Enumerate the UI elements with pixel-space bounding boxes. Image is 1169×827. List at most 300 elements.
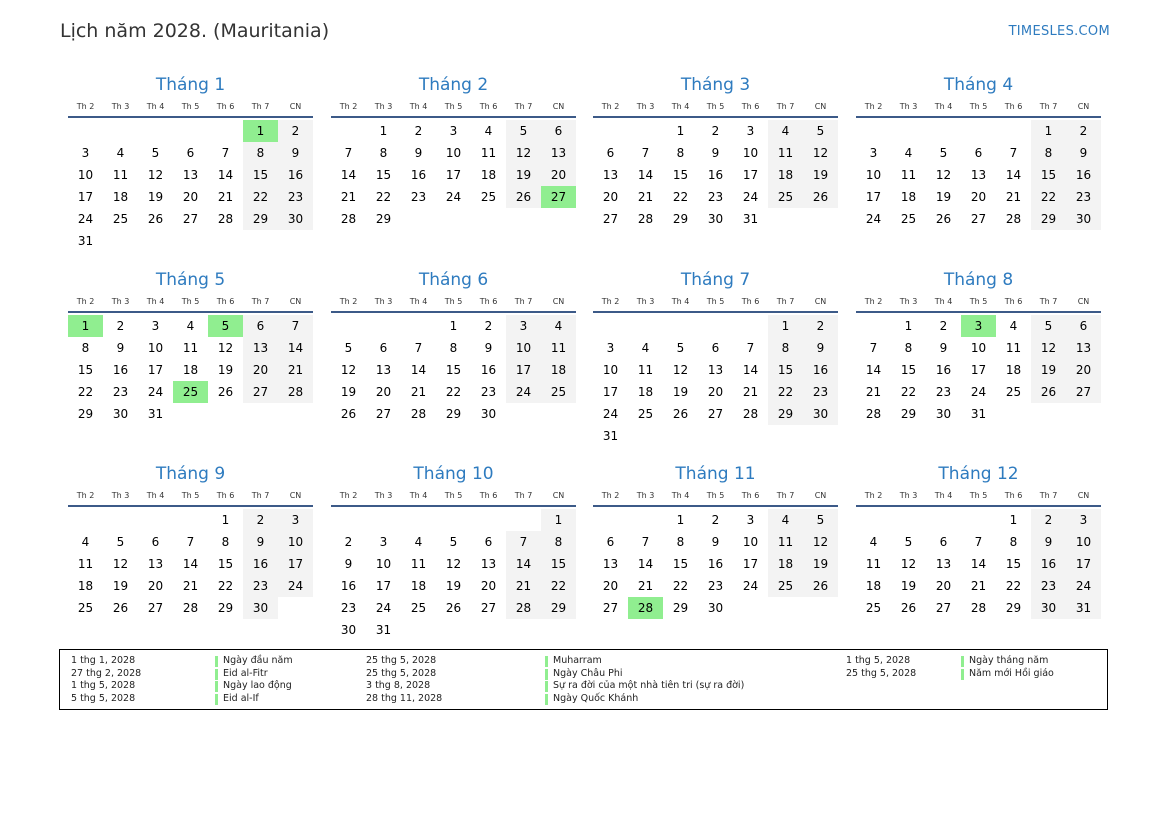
day-cell: 24 xyxy=(147,385,164,399)
day-cell: 7 xyxy=(641,146,650,160)
legend-marker xyxy=(545,656,548,667)
day-cell: 9 xyxy=(243,531,278,553)
day-cell: 28 xyxy=(865,407,882,421)
day-cell: 24 xyxy=(445,190,462,204)
day-cell: 12 xyxy=(900,557,917,571)
day-cell: 12 xyxy=(147,168,164,182)
day-cell: 3 xyxy=(151,319,160,333)
day-cell: 24 xyxy=(1066,575,1101,597)
weekday-label: Th 6 xyxy=(1004,102,1023,111)
day-cell: 20 xyxy=(182,190,199,204)
day-cell: 26 xyxy=(445,601,462,615)
day-cell: 19 xyxy=(217,363,234,377)
legend-date: 28 thg 11, 2028 xyxy=(366,693,443,705)
day-cell: 12 xyxy=(803,142,838,164)
day-cell: 7 xyxy=(641,535,650,549)
day-cell: 20 xyxy=(1066,359,1101,381)
day-cell: 4 xyxy=(768,509,803,531)
day-cell: 31 xyxy=(77,234,94,248)
day-cell: 14 xyxy=(506,553,541,575)
day-cell: 8 xyxy=(904,341,913,355)
day-cell: 23 xyxy=(480,385,497,399)
day-cell: 31 xyxy=(1066,597,1101,619)
weekday-label: Th 6 xyxy=(479,102,498,111)
day-cell: 12 xyxy=(506,142,541,164)
day-cell: 6 xyxy=(484,535,493,549)
day-cell: 17 xyxy=(742,168,759,182)
day-cell: 24 xyxy=(506,381,541,403)
day-cell: 8 xyxy=(221,535,230,549)
day-cell: 23 xyxy=(707,579,724,593)
day-cell: 10 xyxy=(506,337,541,359)
day-cell: 19 xyxy=(803,553,838,575)
day-cell: 1 xyxy=(676,124,685,138)
day-cell: 12 xyxy=(112,557,129,571)
weekday-label: CN xyxy=(552,297,565,306)
day-cell: 24 xyxy=(602,407,619,421)
legend-holiday-name: Eid al-Fitr xyxy=(223,667,268,679)
day-cell: 20 xyxy=(602,190,619,204)
weekday-label: Th 3 xyxy=(899,297,918,306)
weekday-label: Th 2 xyxy=(76,491,95,500)
legend-date: 3 thg 8, 2028 xyxy=(366,680,431,692)
day-cell: 10 xyxy=(445,146,462,160)
day-cell: 1 xyxy=(768,315,803,337)
day-cell: 20 xyxy=(602,579,619,593)
month-title: Tháng 2 xyxy=(418,75,489,95)
day-cell: 6 xyxy=(974,146,983,160)
day-cell: 4 xyxy=(641,341,650,355)
weekday-label: Th 4 xyxy=(671,297,690,306)
header-rule xyxy=(331,311,576,313)
weekday-label: Th 2 xyxy=(76,102,95,111)
day-cell: 23 xyxy=(112,385,129,399)
legend-date: 25 thg 5, 2028 xyxy=(366,667,437,679)
month-4 xyxy=(856,75,1101,250)
weekday-label: Th 2 xyxy=(339,491,358,500)
holiday-day-cell: 3 xyxy=(961,315,996,337)
day-cell: 7 xyxy=(278,315,313,337)
day-cell: 3 xyxy=(379,535,388,549)
weekday-label: CN xyxy=(289,102,302,111)
day-cell: 29 xyxy=(217,601,234,615)
day-cell: 9 xyxy=(414,146,423,160)
month-1 xyxy=(68,75,313,250)
weekday-label: Th 6 xyxy=(1004,297,1023,306)
weekday-label: CN xyxy=(289,297,302,306)
day-cell: 22 xyxy=(900,385,917,399)
holiday-day-cell: 27 xyxy=(541,186,576,208)
weekday-label: Th 6 xyxy=(216,297,235,306)
month-3 xyxy=(593,75,838,250)
day-cell: 2 xyxy=(711,124,720,138)
header-rule xyxy=(331,505,576,507)
day-cell: 21 xyxy=(278,359,313,381)
day-cell: 23 xyxy=(935,385,952,399)
day-cell: 19 xyxy=(147,190,164,204)
weekday-label: Th 3 xyxy=(899,491,918,500)
legend-holiday-name: Ngày đầu năm xyxy=(223,655,293,666)
day-cell: 25 xyxy=(1005,385,1022,399)
weekday-label: CN xyxy=(1077,491,1090,500)
day-cell: 24 xyxy=(970,385,987,399)
day-cell: 2 xyxy=(1031,509,1066,531)
day-cell: 19 xyxy=(900,579,917,593)
day-cell: 16 xyxy=(707,168,724,182)
day-cell: 14 xyxy=(217,168,234,182)
day-cell: 24 xyxy=(742,579,759,593)
day-cell: 5 xyxy=(116,535,125,549)
legend-marker xyxy=(961,669,964,680)
day-cell: 24 xyxy=(865,212,882,226)
weekday-label: Th 7 xyxy=(251,297,270,306)
day-cell: 23 xyxy=(1031,575,1066,597)
day-cell: 19 xyxy=(340,385,357,399)
day-cell: 29 xyxy=(243,208,278,230)
weekday-header xyxy=(331,491,576,503)
month-9 xyxy=(68,464,313,639)
day-cell: 18 xyxy=(865,579,882,593)
day-cell: 11 xyxy=(77,557,94,571)
day-cell: 26 xyxy=(506,186,541,208)
day-cell: 14 xyxy=(340,168,357,182)
weekday-label: CN xyxy=(289,491,302,500)
day-cell: 11 xyxy=(480,146,497,160)
weekday-label: Th 4 xyxy=(671,102,690,111)
day-cell: 4 xyxy=(186,319,195,333)
weekday-label: Th 4 xyxy=(671,491,690,500)
day-cell: 18 xyxy=(541,359,576,381)
legend-marker xyxy=(545,694,548,705)
weekday-header xyxy=(331,102,576,114)
day-cell: 14 xyxy=(410,363,427,377)
legend-holiday-name: Ngày tháng năm xyxy=(969,655,1049,666)
month-title: Tháng 6 xyxy=(418,270,489,290)
legend-marker xyxy=(215,681,218,692)
weekday-label: Th 6 xyxy=(479,491,498,500)
day-cell: 13 xyxy=(541,142,576,164)
day-cell: 27 xyxy=(970,212,987,226)
day-cell: 20 xyxy=(375,385,392,399)
day-cell: 19 xyxy=(1031,359,1066,381)
day-cell: 21 xyxy=(742,385,759,399)
weekday-label: Th 3 xyxy=(636,297,655,306)
day-cell: 19 xyxy=(803,164,838,186)
legend-marker xyxy=(961,656,964,667)
weekday-label: Th 2 xyxy=(601,491,620,500)
day-cell: 5 xyxy=(803,120,838,142)
day-cell: 27 xyxy=(182,212,199,226)
day-cell: 26 xyxy=(340,407,357,421)
weekday-label: CN xyxy=(814,297,827,306)
day-cell: 8 xyxy=(449,341,458,355)
day-cell: 6 xyxy=(606,146,615,160)
day-cell: 15 xyxy=(77,363,94,377)
day-cell: 26 xyxy=(147,212,164,226)
day-cell: 23 xyxy=(707,190,724,204)
day-cell: 1 xyxy=(379,124,388,138)
weekday-label: Th 4 xyxy=(409,491,428,500)
legend-holiday-name: Ngày Quốc Khánh xyxy=(553,693,639,705)
day-cell: 29 xyxy=(77,407,94,421)
page-title: Lịch năm 2028. (Mauritania) xyxy=(60,20,330,42)
day-cell: 1 xyxy=(541,509,576,531)
weekday-label: CN xyxy=(814,491,827,500)
day-cell: 1 xyxy=(1009,513,1018,527)
day-cell: 6 xyxy=(379,341,388,355)
weekday-label: Th 2 xyxy=(864,491,883,500)
weekday-label: Th 7 xyxy=(776,102,795,111)
day-cell: 28 xyxy=(506,597,541,619)
day-cell: 10 xyxy=(970,341,987,355)
day-cell: 7 xyxy=(869,341,878,355)
legend-marker xyxy=(545,669,548,680)
day-cell: 4 xyxy=(414,535,423,549)
day-cell: 11 xyxy=(900,168,917,182)
day-cell: 19 xyxy=(506,164,541,186)
day-cell: 2 xyxy=(711,513,720,527)
day-cell: 12 xyxy=(935,168,952,182)
day-cell: 27 xyxy=(602,601,619,615)
day-cell: 27 xyxy=(1066,381,1101,403)
day-cell: 8 xyxy=(1031,142,1066,164)
weekday-label: CN xyxy=(1077,102,1090,111)
day-cell: 18 xyxy=(112,190,129,204)
day-cell: 7 xyxy=(1009,146,1018,160)
header-rule xyxy=(593,311,838,313)
day-cell: 22 xyxy=(768,381,803,403)
day-cell: 15 xyxy=(672,557,689,571)
weekday-label: Th 7 xyxy=(514,297,533,306)
day-cell: 17 xyxy=(77,190,94,204)
day-cell: 3 xyxy=(449,124,458,138)
weekday-label: Th 5 xyxy=(181,491,200,500)
day-cell: 26 xyxy=(803,575,838,597)
day-cell: 19 xyxy=(935,190,952,204)
day-cell: 25 xyxy=(112,212,129,226)
day-cell: 14 xyxy=(637,168,654,182)
weekday-label: Th 4 xyxy=(146,297,165,306)
day-cell: 9 xyxy=(278,142,313,164)
weekday-label: Th 5 xyxy=(969,491,988,500)
weekday-label: Th 5 xyxy=(181,297,200,306)
day-cell: 2 xyxy=(484,319,493,333)
day-cell: 4 xyxy=(116,146,125,160)
day-cell: 23 xyxy=(278,186,313,208)
day-cell: 30 xyxy=(803,403,838,425)
day-cell: 23 xyxy=(1066,186,1101,208)
day-cell: 22 xyxy=(672,579,689,593)
day-cell: 26 xyxy=(1031,381,1066,403)
day-cell: 15 xyxy=(768,359,803,381)
day-cell: 22 xyxy=(541,575,576,597)
day-cell: 4 xyxy=(484,124,493,138)
day-cell: 9 xyxy=(803,337,838,359)
day-cell: 7 xyxy=(414,341,423,355)
day-cell: 6 xyxy=(939,535,948,549)
day-cell: 28 xyxy=(1005,212,1022,226)
day-cell: 18 xyxy=(637,385,654,399)
legend-holiday-name: Muharram xyxy=(553,655,602,666)
day-cell: 28 xyxy=(410,407,427,421)
weekday-label: Th 3 xyxy=(636,491,655,500)
day-cell: 10 xyxy=(742,535,759,549)
day-cell: 26 xyxy=(217,385,234,399)
day-cell: 25 xyxy=(77,601,94,615)
month-title: Tháng 11 xyxy=(675,464,756,484)
weekday-label: Th 7 xyxy=(251,491,270,500)
day-cell: 10 xyxy=(375,557,392,571)
header-rule xyxy=(593,505,838,507)
day-cell: 10 xyxy=(1066,531,1101,553)
day-cell: 17 xyxy=(970,363,987,377)
day-cell: 30 xyxy=(707,601,724,615)
day-cell: 13 xyxy=(935,557,952,571)
day-cell: 9 xyxy=(344,557,353,571)
weekday-label: Th 7 xyxy=(1039,102,1058,111)
weekday-label: Th 6 xyxy=(216,102,235,111)
day-cell: 28 xyxy=(217,212,234,226)
weekday-label: Th 4 xyxy=(934,491,953,500)
day-cell: 18 xyxy=(900,190,917,204)
day-cell: 12 xyxy=(803,531,838,553)
day-cell: 12 xyxy=(445,557,462,571)
weekday-label: Th 4 xyxy=(409,102,428,111)
day-cell: 20 xyxy=(707,385,724,399)
month-title: Tháng 10 xyxy=(413,464,494,484)
header-rule xyxy=(68,116,313,118)
weekday-label: Th 5 xyxy=(969,102,988,111)
day-cell: 22 xyxy=(1005,579,1022,593)
day-cell: 27 xyxy=(707,407,724,421)
day-cell: 3 xyxy=(506,315,541,337)
day-cell: 30 xyxy=(243,597,278,619)
day-cell: 9 xyxy=(711,535,720,549)
day-cell: 8 xyxy=(676,146,685,160)
day-cell: 13 xyxy=(243,337,278,359)
day-cell: 17 xyxy=(602,385,619,399)
day-cell: 25 xyxy=(410,601,427,615)
day-cell: 17 xyxy=(865,190,882,204)
day-cell: 18 xyxy=(77,579,94,593)
weekday-label: Th 2 xyxy=(339,102,358,111)
legend-holiday-name: Năm mới Hồi giáo xyxy=(969,667,1054,679)
weekday-label: Th 6 xyxy=(741,297,760,306)
weekday-label: Th 2 xyxy=(601,297,620,306)
day-cell: 22 xyxy=(375,190,392,204)
day-cell: 15 xyxy=(672,168,689,182)
weekday-label: Th 3 xyxy=(374,102,393,111)
day-cell: 8 xyxy=(1009,535,1018,549)
weekday-label: Th 7 xyxy=(1039,297,1058,306)
legend-holiday-name: Sự ra đời của một nhà tiên tri (sự ra đời) xyxy=(553,680,745,692)
day-cell: 28 xyxy=(742,407,759,421)
day-cell: 25 xyxy=(637,407,654,421)
holiday-legend xyxy=(59,649,1108,710)
day-cell: 14 xyxy=(278,337,313,359)
weekday-label: Th 5 xyxy=(444,297,463,306)
day-cell: 16 xyxy=(935,363,952,377)
day-cell: 22 xyxy=(445,385,462,399)
header-rule xyxy=(68,505,313,507)
day-cell: 24 xyxy=(742,190,759,204)
day-cell: 12 xyxy=(340,363,357,377)
day-cell: 7 xyxy=(974,535,983,549)
legend-date: 27 thg 2, 2028 xyxy=(71,667,142,679)
weekday-label: Th 2 xyxy=(864,297,883,306)
header-rule xyxy=(856,505,1101,507)
day-cell: 16 xyxy=(243,553,278,575)
day-cell: 21 xyxy=(182,579,199,593)
day-cell: 30 xyxy=(340,623,357,637)
month-5 xyxy=(68,270,313,445)
month-title: Tháng 3 xyxy=(680,75,751,95)
holiday-day-cell: 1 xyxy=(68,315,103,337)
weekday-label: Th 6 xyxy=(1004,491,1023,500)
month-7 xyxy=(593,270,838,445)
day-cell: 2 xyxy=(278,120,313,142)
day-cell: 18 xyxy=(1005,363,1022,377)
day-cell: 5 xyxy=(939,146,948,160)
weekday-label: CN xyxy=(552,102,565,111)
weekday-label: Th 3 xyxy=(111,102,130,111)
day-cell: 27 xyxy=(243,381,278,403)
day-cell: 11 xyxy=(865,557,882,571)
day-cell: 8 xyxy=(541,531,576,553)
legend-date: 1 thg 5, 2028 xyxy=(846,655,911,666)
day-cell: 15 xyxy=(541,553,576,575)
day-cell: 10 xyxy=(147,341,164,355)
day-cell: 29 xyxy=(445,407,462,421)
day-cell: 29 xyxy=(1005,601,1022,615)
day-cell: 30 xyxy=(707,212,724,226)
day-cell: 11 xyxy=(1005,341,1022,355)
legend-marker xyxy=(545,681,548,692)
day-cell: 21 xyxy=(410,385,427,399)
day-cell: 13 xyxy=(182,168,199,182)
day-cell: 14 xyxy=(865,363,882,377)
day-cell: 30 xyxy=(1031,597,1066,619)
day-cell: 26 xyxy=(900,601,917,615)
day-cell: 5 xyxy=(1031,315,1066,337)
month-10 xyxy=(331,464,576,639)
weekday-header xyxy=(593,491,838,503)
day-cell: 17 xyxy=(278,553,313,575)
day-cell: 16 xyxy=(480,363,497,377)
day-cell: 11 xyxy=(637,363,654,377)
day-cell: 3 xyxy=(278,509,313,531)
day-cell: 27 xyxy=(480,601,497,615)
day-cell: 30 xyxy=(278,208,313,230)
day-cell: 20 xyxy=(541,164,576,186)
day-cell: 17 xyxy=(147,363,164,377)
day-cell: 15 xyxy=(1005,557,1022,571)
weekday-label: Th 7 xyxy=(1039,491,1058,500)
legend-date: 1 thg 1, 2028 xyxy=(71,655,136,666)
header-rule xyxy=(593,116,838,118)
site-link[interactable]: TIMESLES.COM xyxy=(1008,24,1110,39)
weekday-header xyxy=(856,297,1101,309)
day-cell: 16 xyxy=(1066,164,1101,186)
day-cell: 11 xyxy=(541,337,576,359)
month-11 xyxy=(593,464,838,639)
header-rule xyxy=(68,311,313,313)
weekday-header xyxy=(593,297,838,309)
day-cell: 23 xyxy=(803,381,838,403)
day-cell: 8 xyxy=(243,142,278,164)
day-cell: 14 xyxy=(637,557,654,571)
day-cell: 1 xyxy=(449,319,458,333)
